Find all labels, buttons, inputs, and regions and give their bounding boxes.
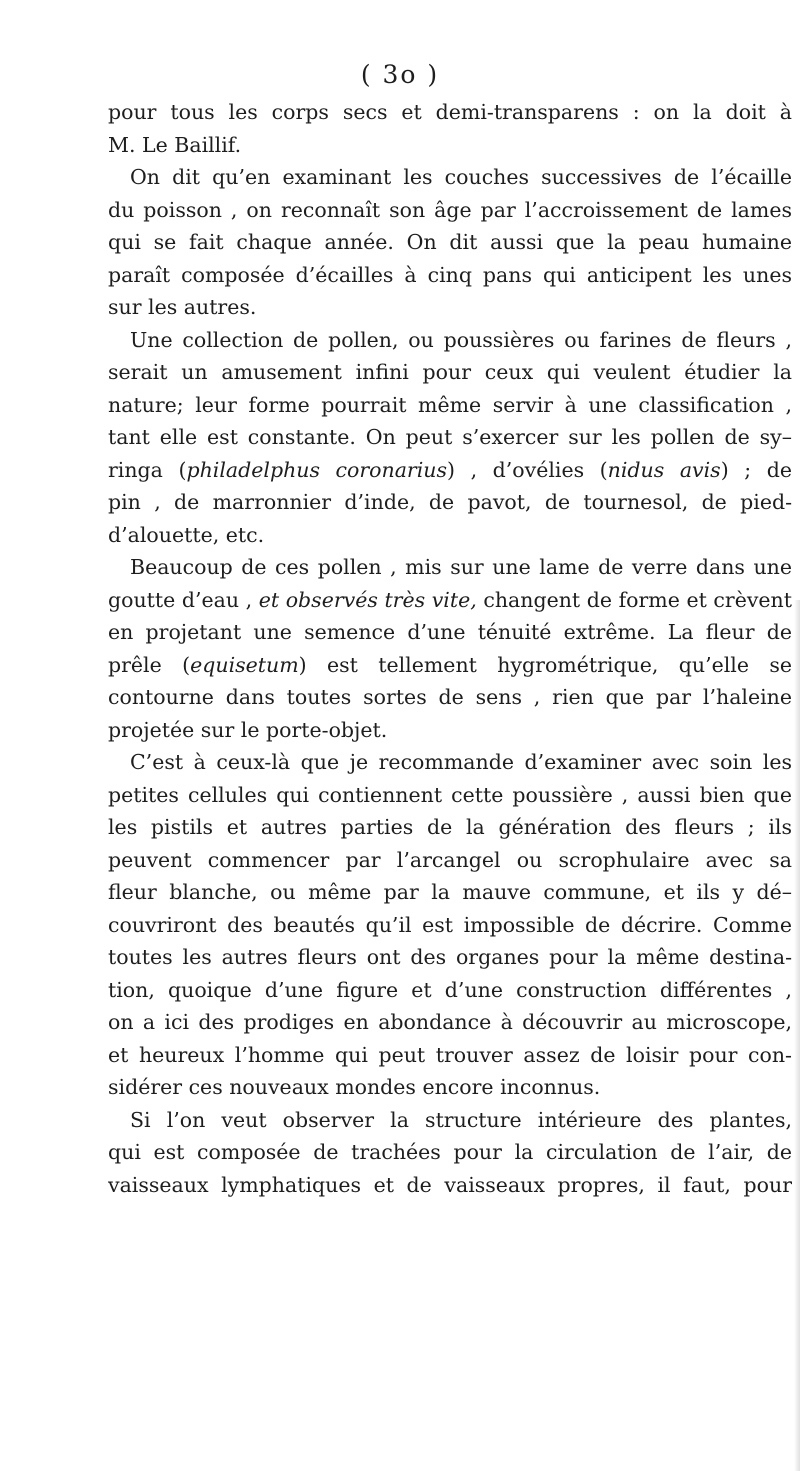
text-line: on a ici des prodiges en abondance à découvrir au microscope, <box>108 1010 792 1034</box>
text-line: et heureux l’homme qui peut trouver assez de loisir pour con- <box>108 1042 792 1067</box>
text-line <box>108 454 792 487</box>
text-line: pin , de marronnier d’inde, de pavot, de tournesol, de pied- <box>108 490 792 514</box>
text-line: peuvent commencer par l’arcangel ou scrophulaire avec sa <box>108 847 792 872</box>
text-run: ) , d’ovélies ( <box>447 457 608 482</box>
text-line: Beaucoup de ces pollen , mis sur une lame de verre dans une <box>130 555 792 579</box>
text-line: fleur blanche, ou même par la mauve commune, et ils y dé– <box>108 880 792 904</box>
text-run: ) ; de <box>720 457 792 482</box>
page-edge-shadow <box>794 600 800 1471</box>
text-line: nature; leur forme pourrait même servir à une classification , <box>108 392 792 417</box>
text-line: couvriront des beautés qu’il est impossible de décrire. Comme <box>108 912 792 937</box>
text-line: sur les autres. <box>108 295 257 319</box>
species-name: philadelphus coronarius <box>186 457 448 482</box>
text-run: changent de forme et crèvent <box>476 587 792 612</box>
text-line <box>108 584 792 617</box>
text-line: contourne dans toutes sortes de sens , rien que par l’haleine <box>108 685 792 709</box>
text-line: du poisson , on reconnaît son âge par l’accroissement de lames <box>108 197 792 222</box>
text-line: toutes les autres fleurs ont des organes pour la même destina- <box>108 945 792 969</box>
text-line: vaisseaux lymphatiques et de vaisseaux propres, il faut, pour <box>108 1172 792 1197</box>
text-line: petites cellules qui contiennent cette poussière , aussi bien que <box>108 782 792 807</box>
text-line: M. Le Baillif. <box>108 132 242 157</box>
text-line: C’est à ceux-là que je recommande d’examiner avec soin les <box>130 750 792 774</box>
text-line: pour tous les corps secs et demi-transparens : on la doit à <box>108 100 792 124</box>
body-text <box>108 96 792 1201</box>
text-run: goutte d’eau , <box>108 587 259 612</box>
text-run: ringa ( <box>108 457 187 482</box>
text-line: tion, quoique d’une figure et d’une construction différentes , <box>108 977 792 1002</box>
page-number: ( 3o ) <box>360 60 440 89</box>
text-line: qui est composée de trachées pour la circulation de l’air, de <box>108 1140 792 1164</box>
text-line: projetée sur le porte-objet. <box>108 717 388 742</box>
text-line: tant elle est constante. On peut s’exercer sur les pollen de sy– <box>108 425 792 449</box>
text-run: ) est tellement hygrométrique, qu’elle se <box>298 652 792 677</box>
text-line: sidérer ces nouveaux mondes encore inconnus. <box>108 1075 601 1099</box>
text-line: qui se fait chaque année. On dit aussi que la peau humaine <box>108 230 792 254</box>
text-line: On dit qu’en examinant les couches successives de l’écaille <box>130 165 792 189</box>
species-name: nidus avis <box>607 457 721 482</box>
italic-phrase: et observés très vite, <box>258 587 477 612</box>
text-line: paraît composée d’écailles à cinq pans qui anticipent les unes <box>108 262 792 287</box>
text-line: Si l’on veut observer la structure intérieure des plantes, <box>130 1107 792 1132</box>
text-line: d’alouette, etc. <box>108 522 265 547</box>
text-run: prêle ( <box>108 652 191 677</box>
text-line: serait un amusement infini pour ceux qui veulent étudier la <box>108 360 792 384</box>
species-name: equisetum <box>190 652 299 677</box>
text-line: les pistils et autres parties de la génération des fleurs ; ils <box>108 815 792 839</box>
text-line <box>108 649 792 682</box>
text-line: en projetant une semence d’une ténuité extrême. La fleur de <box>108 620 792 644</box>
text-line: Une collection de pollen, ou poussières ou farines de fleurs , <box>130 327 792 352</box>
